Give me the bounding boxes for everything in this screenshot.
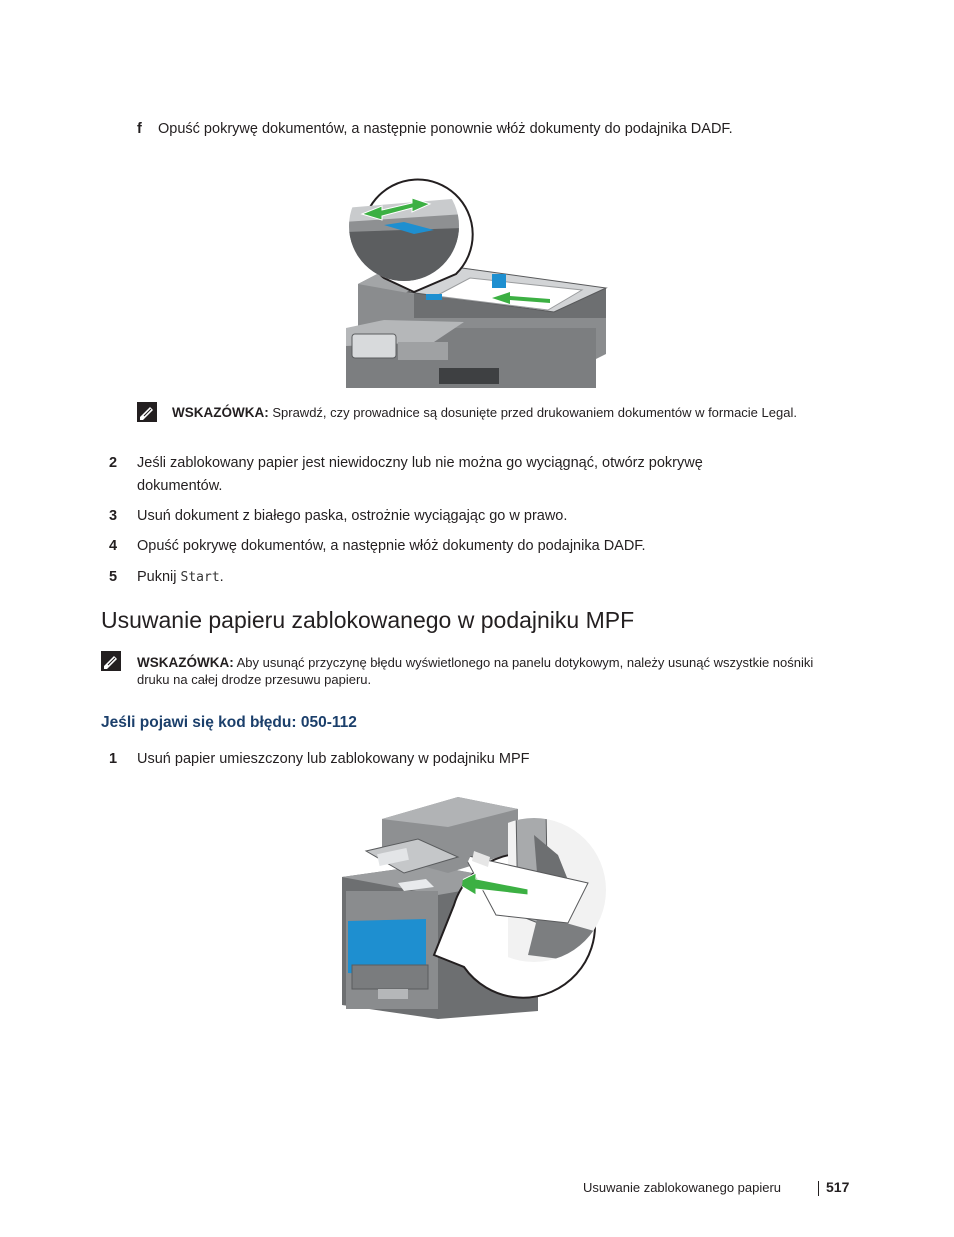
step-number: 1 bbox=[109, 751, 118, 767]
step-text-pre: Puknij bbox=[137, 569, 181, 585]
note-box bbox=[137, 654, 842, 688]
section-title: Usuwanie papieru zablokowanego w podajniku MPF bbox=[101, 607, 635, 633]
step-item bbox=[109, 452, 809, 498]
step-number: 5 bbox=[109, 569, 118, 585]
step-text: Usuń papier umieszczony lub zablokowany w podajniku MPF bbox=[137, 751, 530, 767]
step-number: 4 bbox=[109, 538, 118, 554]
note-label: WSKAZÓWKA: bbox=[172, 405, 269, 420]
note-label: WSKAZÓWKA: bbox=[137, 655, 234, 670]
step-text bbox=[137, 566, 809, 589]
note-pencil-icon bbox=[101, 651, 121, 671]
mpf-removal-illustration bbox=[338, 795, 614, 1020]
step-number: 2 bbox=[109, 455, 118, 471]
page-number: 517 bbox=[826, 1179, 850, 1195]
step-text: Usuń dokument z białego paska, ostrożnie wyciągając go w prawo. bbox=[137, 508, 568, 524]
footer-divider bbox=[818, 1181, 819, 1196]
step-item bbox=[109, 505, 809, 528]
note-text: Sprawdź, czy prowadnice są dosunięte przed drukowaniem dokumentów w formacie Legal. bbox=[268, 405, 797, 420]
subsection-title: Jeśli pojawi się kod błędu: 050-112 bbox=[101, 714, 357, 731]
step-letter: f bbox=[137, 121, 142, 137]
step-f bbox=[137, 121, 733, 137]
step-text: Opuść pokrywę dokumentów, a następnie włóż dokumenty do podajnika DADF. bbox=[137, 538, 646, 554]
step-item bbox=[109, 566, 809, 589]
step-text: Opuść pokrywę dokumentów, a następnie ponownie włóż dokumenty do podajnika DADF. bbox=[158, 121, 733, 137]
step-item bbox=[109, 748, 809, 771]
footer-chapter-title: Usuwanie zablokowanego papieru bbox=[583, 1180, 782, 1195]
note-text: Aby usunąć przyczynę błędu wyświetlonego na panelu dotykowym, należy usunąć wszystkie nośniki druku na całej drodze przesuwu papieru. bbox=[137, 655, 814, 687]
step-item bbox=[109, 535, 809, 558]
step-number: 3 bbox=[109, 508, 118, 524]
note-box bbox=[172, 404, 837, 421]
dadf-guides-illustration bbox=[344, 170, 612, 388]
step-text: Jeśli zablokowany papier jest niewidoczny lub nie można go wyciągnąć, otwórz pokrywę dokumentów. bbox=[137, 455, 703, 494]
step-text-post: . bbox=[219, 569, 224, 585]
note-pencil-icon bbox=[137, 402, 157, 422]
start-code: Start bbox=[180, 570, 220, 585]
